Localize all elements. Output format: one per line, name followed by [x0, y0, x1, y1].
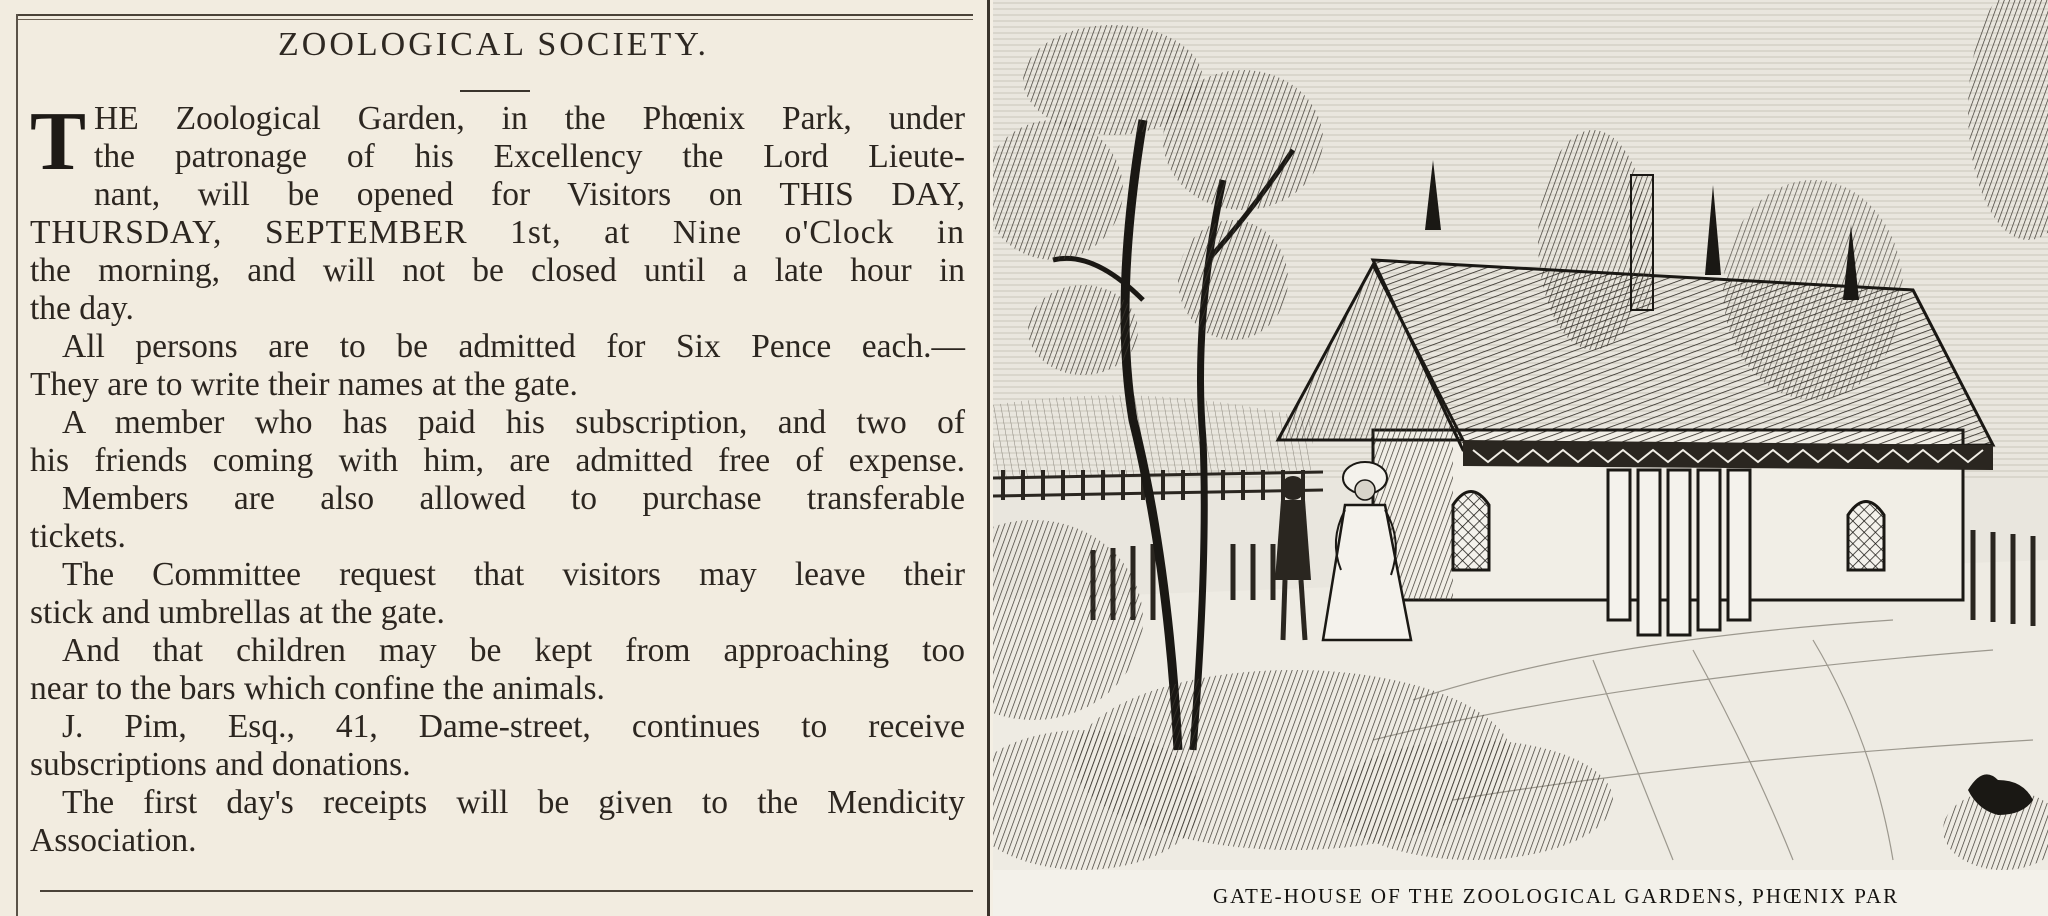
notice-body	[30, 95, 965, 860]
notice-line: J. Pim, Esq., 41, Dame-street, continues to receive	[62, 708, 965, 745]
notice-line: tickets.	[30, 518, 126, 555]
heading-rule	[460, 90, 530, 92]
drop-cap: T	[30, 95, 87, 188]
lattice-window	[1453, 492, 1489, 571]
gatehouse-engraving	[993, 0, 2048, 916]
chimney	[1631, 175, 1653, 310]
notice-line: the morning, and will not be closed until a late hour in	[30, 252, 965, 289]
roof-trim	[1463, 440, 1993, 470]
lattice-window	[1848, 502, 1884, 571]
bottom-rule	[40, 890, 973, 892]
notice-line: The Committee request that visitors may leave their	[62, 556, 965, 593]
notice-line: subscriptions and donations.	[30, 746, 411, 783]
notice-line: Members are also allowed to purchase transferable	[62, 480, 965, 517]
notice-line: his friends coming with him, are admitted free of expense.	[30, 442, 965, 479]
notice-line: near to the bars which confine the animals.	[30, 670, 605, 707]
notice-line: The first day's receipts will be given to the Mendicity	[62, 784, 965, 821]
notice-heading: ZOOLOGICAL SOCIETY.	[278, 26, 709, 63]
notice-line: All persons are to be admitted for Six Pence each.—	[62, 328, 965, 365]
newspaper-clipping	[0, 0, 990, 916]
porch-columns	[1608, 470, 1750, 635]
notice-line: They are to write their names at the gate.	[30, 366, 578, 403]
notice-line: Association.	[30, 822, 197, 859]
thatch-roof	[1373, 260, 1993, 450]
illustration-caption: GATE-HOUSE OF THE ZOOLOGICAL GARDENS, PHŒNIX PAR	[1213, 884, 1900, 908]
left-rule	[16, 14, 18, 916]
notice-line: the patronage of his Excellency the Lord Lieute-	[94, 138, 965, 175]
notice-line: And that children may be kept from approaching too	[62, 632, 965, 669]
notice-line: A member who has paid his subscription, and two of	[62, 404, 965, 441]
top-rule-thin	[16, 19, 973, 20]
top-rule	[16, 14, 973, 16]
notice-line: HE Zoological Garden, in the Phœnix Park, under	[94, 100, 965, 137]
notice-line: stick and umbrellas at the gate.	[30, 594, 445, 631]
notice-line: the day.	[30, 290, 134, 327]
notice-line: THURSDAY, SEPTEMBER 1st, at Nine o'Clock in	[30, 214, 965, 251]
notice-line: nant, will be opened for Visitors on THIS DAY,	[94, 176, 965, 213]
gatehouse-illustration	[993, 0, 2048, 916]
